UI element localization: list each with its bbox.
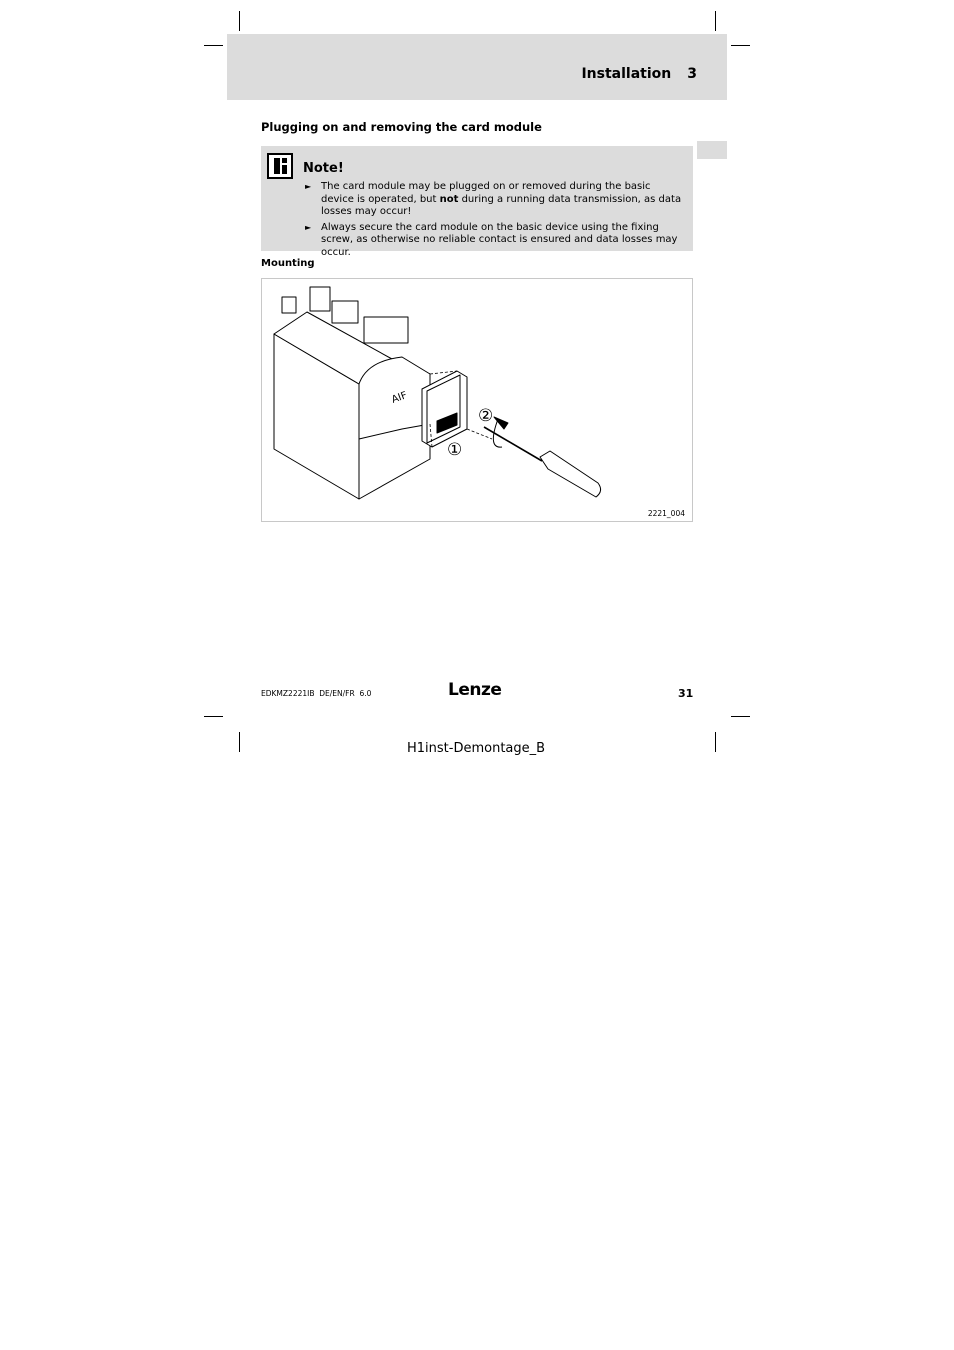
note-item: ► Always secure the card module on the basic device using the fixing screw, as otherwise no reliable contact is ensured and data losses may occur. xyxy=(305,221,678,258)
note-box xyxy=(261,146,693,258)
chapter-tab-marker xyxy=(697,141,727,159)
terminal-block xyxy=(332,301,358,323)
terminal-block xyxy=(310,287,330,311)
note-list xyxy=(305,181,685,263)
bullet-arrow-icon: ► xyxy=(305,222,312,232)
crop-mark xyxy=(239,11,240,31)
screwdriver-shaft xyxy=(484,427,542,461)
section-title: Plugging on and removing the card module xyxy=(261,120,542,134)
info-icon xyxy=(267,153,293,179)
crop-mark xyxy=(239,732,240,752)
chapter-heading xyxy=(581,66,697,82)
chapter-header xyxy=(227,34,727,100)
bullet-arrow-icon: ► xyxy=(305,182,312,191)
screwdriver-handle xyxy=(540,451,601,497)
file-label: H1inst-Demontage_B xyxy=(407,741,546,756)
mounting-figure xyxy=(261,278,693,522)
crop-mark xyxy=(715,732,716,752)
figure-caption-label: Mounting xyxy=(261,258,315,269)
chapter-number: 3 xyxy=(687,66,697,82)
crop-mark xyxy=(731,716,750,717)
step-1-marker: ① xyxy=(447,440,463,460)
lenze-logo: Lenze xyxy=(448,680,502,700)
figure-code: 2221_004 xyxy=(647,509,685,518)
page-number: 31 xyxy=(678,687,694,700)
crop-mark xyxy=(715,11,716,31)
note-item: ► The card module may be plugged on or removed during the basic device is operated, but not during a running data transmission, as data losses may occur! xyxy=(305,181,682,218)
crop-mark xyxy=(204,716,223,717)
crop-mark xyxy=(731,45,750,46)
step-2-marker: ② xyxy=(478,406,494,426)
document-id: EDKMZ2221IB DE/EN/FR 6.0 xyxy=(261,689,372,698)
chapter-title: Installation xyxy=(581,66,672,82)
terminal-block xyxy=(364,317,408,343)
note-title: Note! xyxy=(303,161,344,176)
crop-mark xyxy=(204,45,223,46)
terminal-block xyxy=(282,297,296,313)
aif-label: AIF xyxy=(390,390,409,406)
mounting-illustration xyxy=(262,279,694,523)
